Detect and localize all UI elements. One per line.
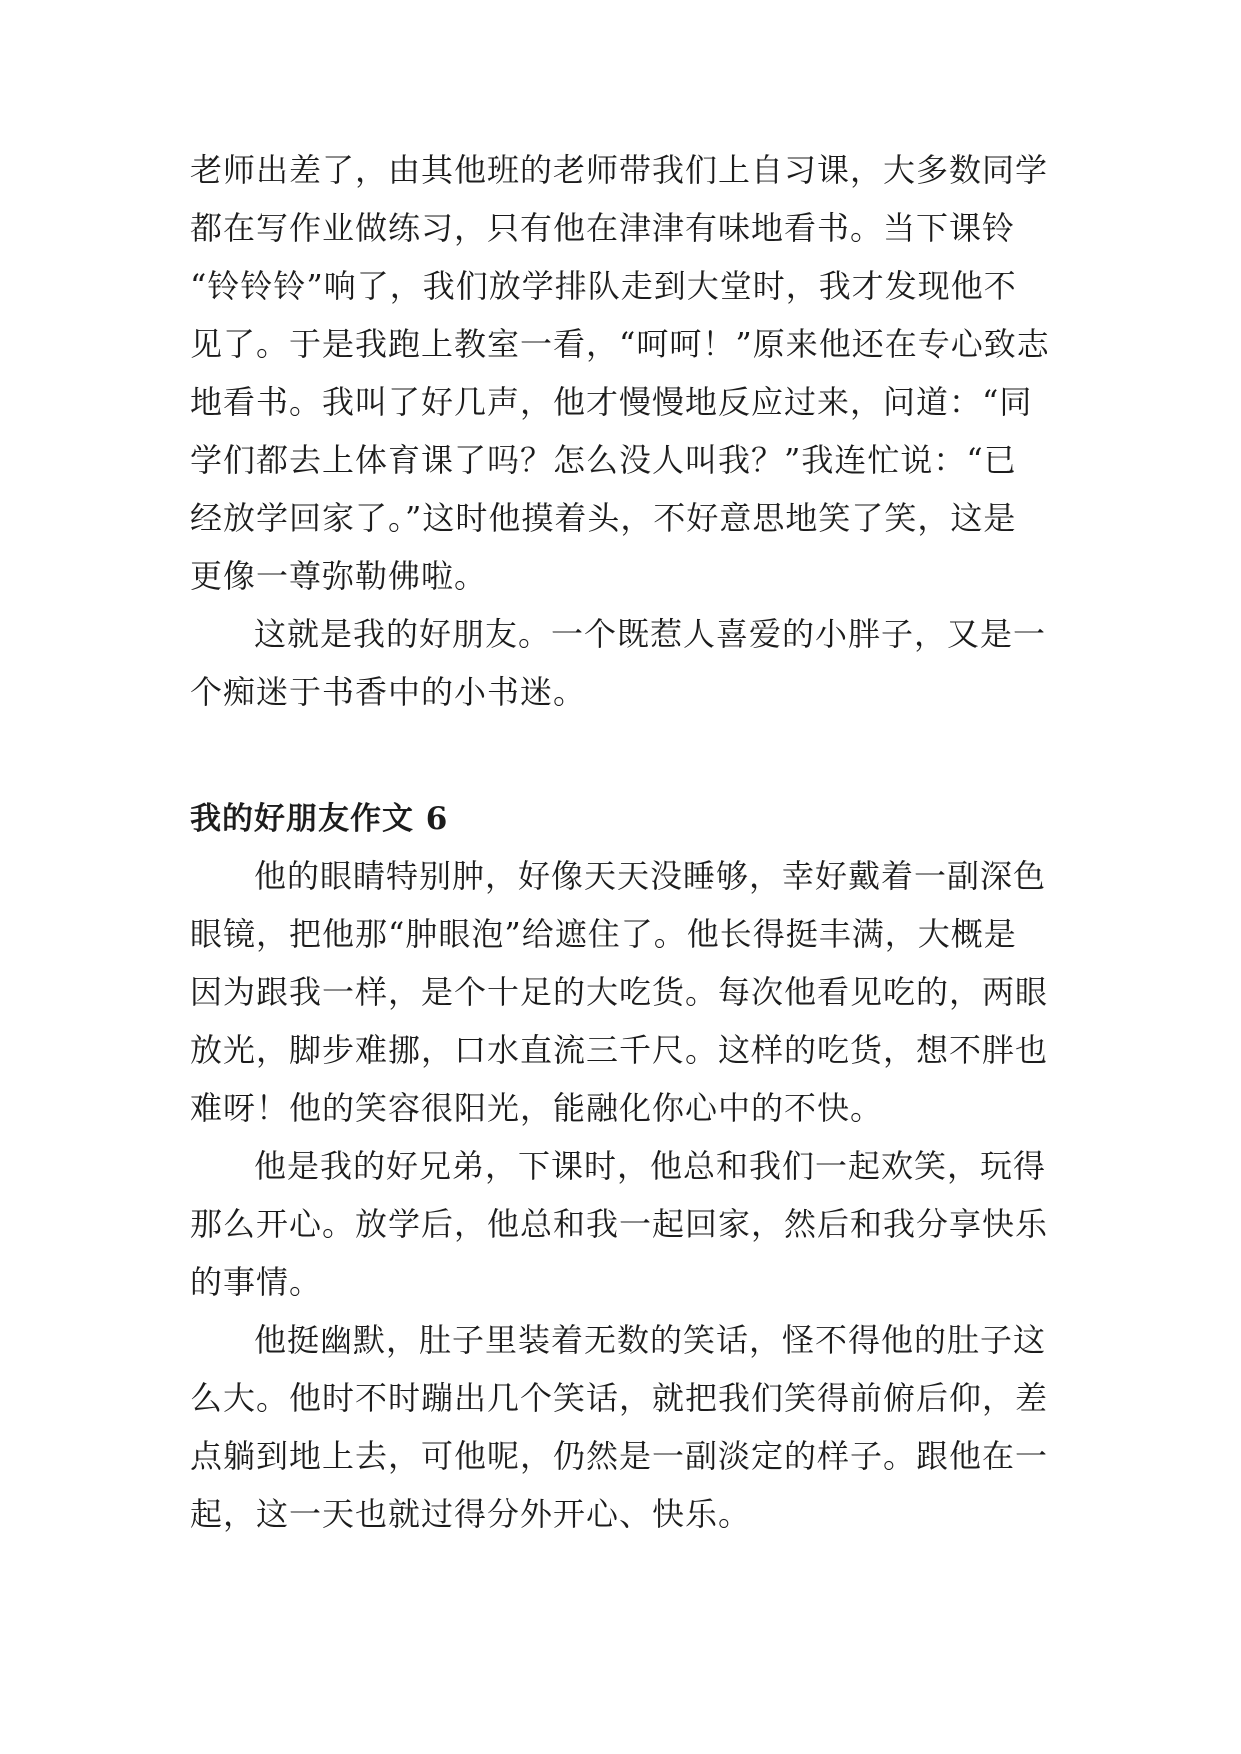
text-line: 学们都去上体育课了吗？怎么没人叫我？”我连忙说：“已 bbox=[190, 441, 1017, 479]
text-line: 点躺到地上去，可他呢，仍然是一副淡定的样子。跟他在一 bbox=[190, 1437, 1049, 1475]
text-line: 更像一尊弥勒佛啦。 bbox=[190, 557, 488, 595]
text-line: 他挺幽默，肚子里装着无数的笑话，怪不得他的肚子这 bbox=[254, 1321, 1047, 1359]
text-line: 都在写作业做练习，只有他在津津有味地看书。当下课铃 bbox=[190, 209, 1016, 247]
text-line: 他的眼睛特别肿，好像天天没睡够，幸好戴着一副深色 bbox=[254, 857, 1047, 895]
text-line: 老师出差了，由其他班的老师带我们上自习课，大多数同学 bbox=[190, 151, 1049, 189]
text-line: 个痴迷于书香中的小书迷。 bbox=[190, 673, 587, 711]
text-line: “铃铃铃”响了，我们放学排队走到大堂时，我才发现他不 bbox=[190, 267, 1017, 305]
text-line: 因为跟我一样，是个十足的大吃货。每次他看见吃的，两眼 bbox=[190, 973, 1049, 1011]
text-line: 他是我的好兄弟，下课时，他总和我们一起欢笑，玩得 bbox=[254, 1147, 1047, 1185]
text-line: 地看书。我叫了好几声，他才慢慢地反应过来，问道：“同 bbox=[190, 383, 1033, 421]
section-title: 我的好朋友作文 6 bbox=[190, 801, 449, 837]
text-line: 难呀！他的笑容很阳光，能融化你心中的不快。 bbox=[190, 1089, 884, 1127]
text-line: 见了。于是我跑上教室一看，“呵呵！”原来他还在专心致志 bbox=[190, 325, 1050, 363]
text-line: 放光，脚步难挪，口水直流三千尺。这样的吃货，想不胖也 bbox=[190, 1031, 1049, 1069]
text-line: 那么开心。放学后，他总和我一起回家，然后和我分享快乐 bbox=[190, 1205, 1049, 1243]
text-line: 眼镜，把他那“肿眼泡”给遮住了。他长得挺丰满，大概是 bbox=[190, 915, 1017, 953]
text-line: 经放学回家了。”这时他摸着头，不好意思地笑了笑，这是 bbox=[190, 499, 1017, 537]
text-line: 起，这一天也就过得分外开心、快乐。 bbox=[190, 1495, 752, 1533]
text-line: 的事情。 bbox=[190, 1263, 323, 1301]
text-line: 么大。他时不时蹦出几个笑话，就把我们笑得前俯后仰，差 bbox=[190, 1379, 1049, 1417]
text-line: 这就是我的好朋友。一个既惹人喜爱的小胖子，又是一 bbox=[254, 615, 1047, 653]
